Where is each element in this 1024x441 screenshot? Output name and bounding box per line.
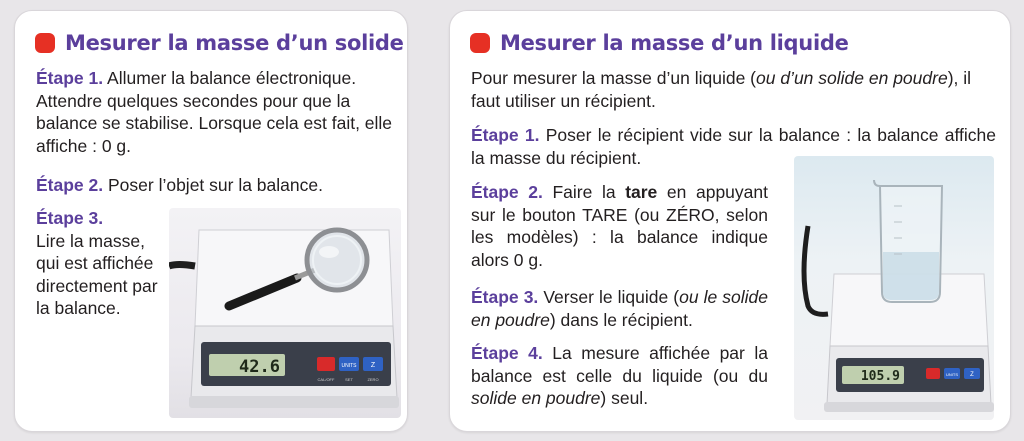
scale-display-value: 105.9 <box>860 369 900 384</box>
step-text: ) dans le récipient. <box>549 309 693 330</box>
liquid-card <box>449 10 1011 432</box>
intro-italic: ou d’un solide en poudre <box>756 68 948 88</box>
zero-button-label: Z <box>370 362 376 369</box>
scale-illustration <box>169 208 401 418</box>
units-button-label: UNITS <box>946 372 958 377</box>
step-text: Lire la masse, qui est affichée directement par la balance. <box>36 230 158 318</box>
solid-card <box>14 10 408 432</box>
liquid-title-row <box>470 31 849 55</box>
button-caption: CAL/OFF <box>317 377 335 382</box>
solid-step-1 <box>36 67 396 157</box>
scale-illustration <box>794 156 994 420</box>
step-label: Étape 2. <box>36 175 104 195</box>
step-italic: ou le solide en poudre <box>471 287 768 330</box>
liquid-intro <box>471 67 996 112</box>
step-label: Étape 3. <box>36 208 104 228</box>
step-text: Poser le récipient vide sur la balance : la balance affiche la masse du récipient. <box>471 125 996 168</box>
button-caption: SET <box>345 377 353 382</box>
solid-step-2 <box>36 174 396 197</box>
step-label: Étape 1. <box>36 68 104 88</box>
step-text: Poser l’objet sur la balance. <box>103 175 323 195</box>
units-button-label: UNITS <box>341 363 357 369</box>
step-label: Étape 4. <box>471 343 543 363</box>
button-caption: ZERO <box>367 377 379 382</box>
step-label: Étape 2. <box>471 182 543 202</box>
step-label: Étape 3. <box>471 287 539 307</box>
zero-button-label: Z <box>970 372 974 378</box>
step-bold: tare <box>625 182 658 202</box>
solid-title: Mesurer la masse d’un solide <box>65 31 404 55</box>
step-text: en appuyant sur le bouton TARE (ou ZÉRO, selon les modèles) : la balance indique alors 0 g. <box>471 182 768 270</box>
step-text: Verser le liquide ( <box>538 287 680 307</box>
liquid-step-3 <box>471 286 768 331</box>
title-bullet-icon <box>470 33 490 53</box>
step-text: Faire la <box>542 182 626 202</box>
scale-display-value: 42.6 <box>239 357 280 377</box>
solid-title-row <box>35 31 404 55</box>
intro-text: Pour mesurer la masse d’un liquide ( <box>471 68 756 88</box>
title-bullet-icon <box>35 33 55 53</box>
step-text: La mesure affichée par la balance est celle du liquide (ou du <box>471 343 768 386</box>
liquid-step-4 <box>471 342 768 410</box>
step-text: Allumer la balance électronique. Attendre quelques secondes pour que la balance se stabilise. Lorsque cela est fait, elle affiche : 0 g. <box>36 68 393 156</box>
liquid-step-2 <box>471 181 768 271</box>
scale-with-magnifier-photo <box>169 208 401 418</box>
step-label: Étape 1. <box>471 125 540 145</box>
solid-step-3 <box>36 207 166 320</box>
intro-text: ), il faut utiliser un récipient. <box>471 68 972 111</box>
step-text: ) seul. <box>600 388 649 408</box>
liquid-title: Mesurer la masse d’un liquide <box>500 31 849 55</box>
step-italic: solide en poudre <box>471 388 601 408</box>
scale-with-beaker-photo <box>794 156 994 420</box>
